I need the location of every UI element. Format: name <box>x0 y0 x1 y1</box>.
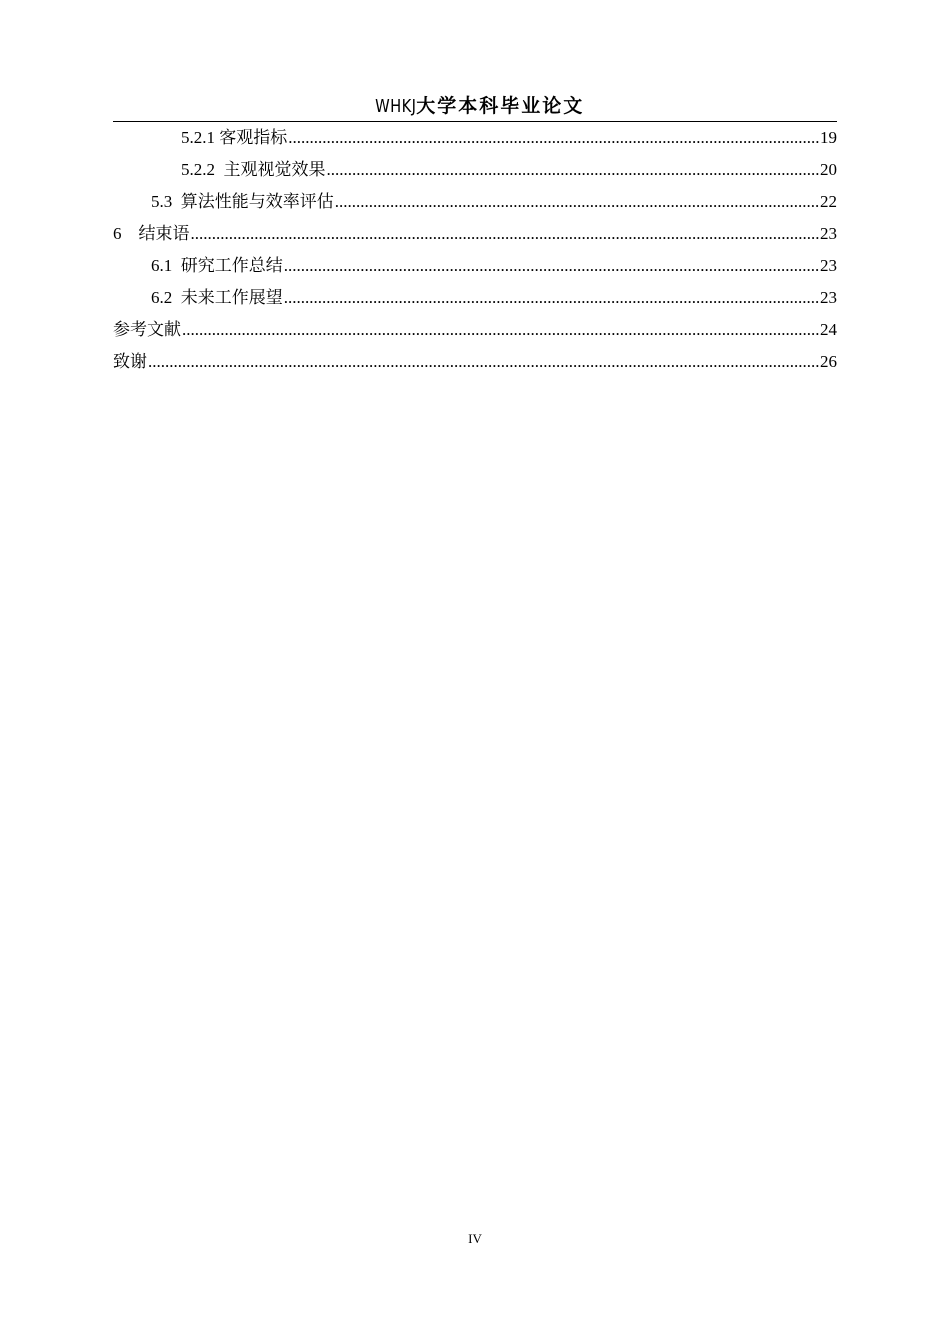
toc-dot-leader <box>335 186 819 218</box>
toc-entry-6[interactable] <box>113 218 837 250</box>
toc-entry-acknowledgements[interactable] <box>113 346 837 378</box>
toc-entry-number: 6.2 <box>151 288 181 307</box>
toc-entry-title: 未来工作展望 <box>180 288 283 307</box>
toc-entry-page: 26 <box>820 352 837 371</box>
toc-dot-leader <box>284 250 819 282</box>
toc-dot-leader <box>284 282 819 314</box>
toc-entry-page: 23 <box>820 256 837 275</box>
toc-entry-title: 主观视觉效果 <box>223 160 326 179</box>
toc-entry-number: 6 <box>113 224 139 243</box>
toc-entry-5-3[interactable] <box>113 186 837 218</box>
toc-entry-references[interactable] <box>113 314 837 346</box>
page-header <box>113 94 837 120</box>
toc-entry-page: 22 <box>820 192 837 211</box>
toc-entry-title: 参考文献 <box>113 320 181 339</box>
toc-entry-title: 算法性能与效率评估 <box>180 192 334 211</box>
toc-entry-6-1[interactable] <box>113 250 837 282</box>
toc-entry-page: 23 <box>820 224 837 243</box>
toc-entry-title: 研究工作总结 <box>180 256 283 275</box>
page-number: IV <box>468 1231 482 1246</box>
toc-entry-5-2-2[interactable] <box>113 154 837 186</box>
toc-entry-number: 6.1 <box>151 256 181 275</box>
toc-entry-6-2[interactable] <box>113 282 837 314</box>
toc-entry-title: 结束语 <box>138 224 190 243</box>
toc-dot-leader <box>288 122 819 154</box>
toc-entry-number: 5.2.1 <box>181 128 220 147</box>
toc-dot-leader <box>191 218 820 250</box>
toc-entry-page: 20 <box>820 160 837 179</box>
header-school-code: WHKJ <box>374 96 417 117</box>
toc-entry-page: 19 <box>820 128 837 147</box>
header-title: 大学本科毕业论文 <box>416 96 585 117</box>
toc-entry-page: 23 <box>820 288 837 307</box>
toc-dot-leader <box>148 346 819 378</box>
toc-dot-leader <box>327 154 820 186</box>
toc-entry-page: 24 <box>820 320 837 339</box>
toc-entry-5-2-1[interactable] <box>113 122 837 154</box>
table-of-contents <box>113 122 837 378</box>
toc-entry-title: 客观指标 <box>219 128 288 147</box>
toc-dot-leader <box>182 314 819 346</box>
toc-entry-number: 5.3 <box>151 192 181 211</box>
toc-entry-number: 5.2.2 <box>181 160 224 179</box>
toc-entry-title: 致谢 <box>113 352 147 371</box>
